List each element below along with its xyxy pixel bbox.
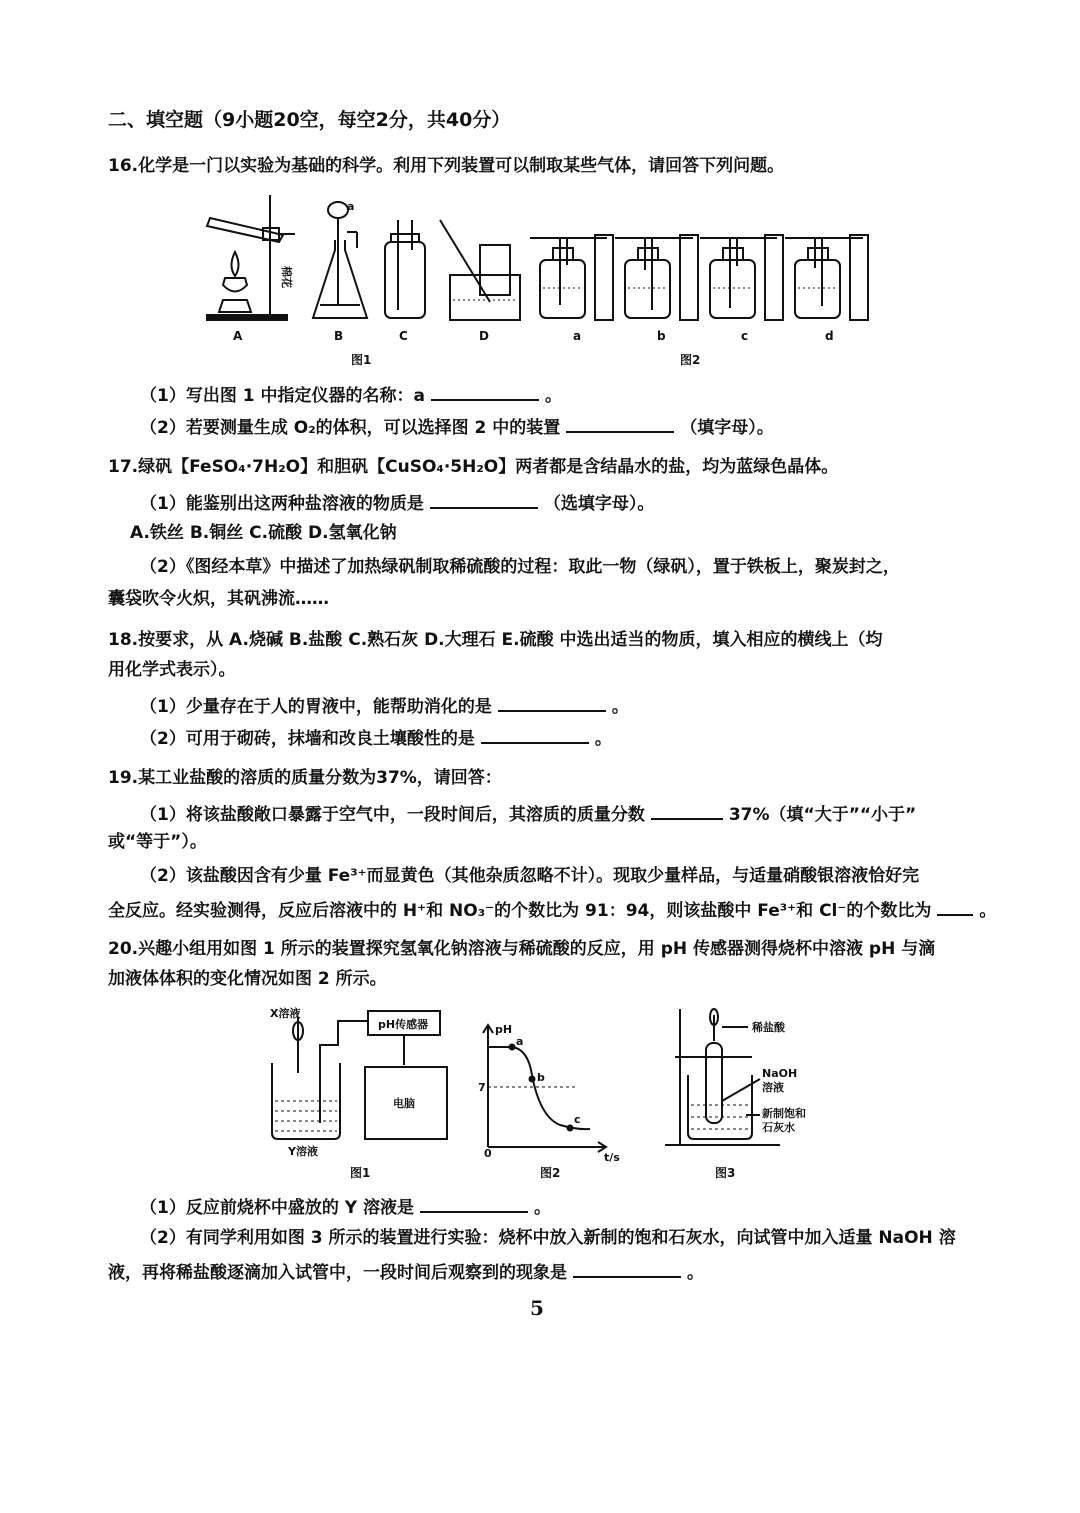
device-c [700,235,783,320]
q16-part2 [140,413,774,440]
fig1-label-C: C [399,329,408,343]
q18-part1-end: 。 [611,697,629,717]
q19-part2-end: 。 [979,901,997,921]
label-ph-axis: pH [495,1023,513,1036]
q17-part1-text: （1）能鉴别出这两种盐溶液的物质是 [140,494,424,514]
q17-part1 [140,489,654,516]
label-point-a: a [516,1035,524,1048]
label-point-c: c [574,1113,581,1126]
label-point-b: b [537,1071,545,1084]
label-time-axis: t/s [604,1151,620,1164]
answer-blank [481,724,589,744]
q19-part1-line2: 或“等于”）。 [108,832,207,852]
q20-stem-line1: 20.兴趣小组用如图 1 所示的装置探究氢氧化钠溶液与稀硫酸的反应，用 pH 传感器测得烧杯中溶液 pH 与滴 [108,939,936,959]
device-d [785,235,868,320]
page-number: 5 [530,1296,544,1320]
conical-flask [313,240,367,318]
label-limewater-1: 新制饱和 [762,1107,806,1120]
fig2-caption: 图2 [680,353,701,367]
q18-stem-line2: 用化学式表示）。 [108,660,236,680]
point-a [509,1044,516,1051]
q19-part2-line1: （2）该盐酸因含有少量 Fe³⁺而显黄色（其他杂质忽略不计）。现取少量样品，与适量硝酸银溶液恰好完 [140,866,920,886]
answer-blank [573,1258,681,1278]
q16-part1 [140,381,562,408]
label-y-solution: Y溶液 [288,1145,318,1158]
label-dilute-hcl: 稀盐酸 [752,1021,785,1034]
label-a-instrument: a [347,200,355,213]
label-ph-sensor: pH传感器 [378,1018,429,1031]
label-seven: 7 [478,1081,486,1094]
collecting-bottle-d [480,245,510,295]
q17-part1-end: （选填字母）。 [543,494,655,514]
flame [232,252,239,276]
q20-part1 [140,1193,551,1220]
section-title: 二、填空题（9小题20空，每空2分，共40分） [108,109,511,131]
q16-part1-text: （1）写出图 1 中指定仪器的名称：a [140,386,425,406]
q20-part2-line2 [108,1258,704,1285]
q19-part1-text: （1）将该盐酸敞口暴露于空气中，一段时间后，其溶质的质量分数 [140,805,645,825]
answer-blank [431,381,539,401]
fig1-label-A: A [233,329,243,343]
q20-fig2-caption: 图2 [540,1166,561,1180]
q20-fig3-caption: 图3 [715,1166,736,1180]
answer-blank [420,1193,528,1213]
q16-part1-end: 。 [544,386,562,406]
answer-blank [937,896,973,916]
fig1-caption: 图1 [351,353,372,367]
device-a [530,235,613,320]
label-x-solution: X溶液 [270,1007,301,1020]
q18-part2-end: 。 [594,729,612,749]
test-tube-a [207,218,283,242]
q20-fig1-caption: 图1 [350,1166,371,1180]
q19-part1-line1 [140,800,916,827]
q19-part1-end: 37%（填“大于”“小于” [728,805,917,825]
label-origin: 0 [484,1147,492,1160]
probe-wire [320,1021,368,1123]
q20-part1-text: （1）反应前烧杯中盛放的 Y 溶液是 [140,1198,414,1218]
q20-stem-line2: 加液体体积的变化情况如图 2 所示。 [108,969,387,989]
q17-options: A.铁丝 B.铜丝 C.硫酸 D.氢氧化钠 [130,523,397,543]
answer-blank [430,489,538,509]
q19-stem: 19.某工业盐酸的溶质的质量分数为37%，请回答： [108,768,502,788]
q17-part2-line2: 囊袋吹令火炽，其矾沸流…… [108,589,329,609]
answer-blank [498,692,606,712]
fig2-label-b: b [657,329,666,343]
q20-part2-text: 液，再将稀盐酸逐滴加入试管中，一段时间后观察到的现象是 [108,1263,567,1283]
q18-stem-line1: 18.按要求，从 A.烧碱 B.盐酸 C.熟石灰 D.大理石 E.硫酸 中选出适当的物质，填入相应的横线上（均 [108,630,883,650]
label-naoh: NaOH [762,1067,798,1080]
label-cotton: 棉花 [280,266,293,288]
q18-part1-text: （1）少量存在于人的胃液中，能帮助消化的是 [140,697,492,717]
q17-stem: 17.绿矾【FeSO₄·7H₂O】和胆矾【CuSO₄·5H₂O】两者都是含结晶水的盐，均为蓝绿色晶体。 [108,457,839,477]
separatory-funnel [328,202,348,218]
stand-base [207,315,287,320]
q19-part2-line2 [108,896,996,923]
label-computer: 电脑 [393,1097,415,1110]
q20-part2-line1: （2）有同学利用如图 3 所示的装置进行实验：烧杯中放入新制的饱和石灰水，向试管中加入适量 NaOH 溶 [140,1228,956,1248]
q18-part1 [140,692,629,719]
fig2-label-d: d [825,329,834,343]
q20-part1-end: 。 [533,1198,551,1218]
fig1-label-D: D [479,329,489,343]
q16-part2-end: （填字母）。 [680,418,774,438]
label-limewater-2: 石灰水 [762,1121,795,1134]
q18-part2-text: （2）可用于砌砖，抹墙和改良土壤酸性的是 [140,729,475,749]
q16-stem: 16.化学是一门以实验为基础的科学。利用下列装置可以制取某些气体，请回答下列问题。 [108,156,785,176]
q18-part2 [140,724,612,751]
fig1-label-B: B [334,329,344,343]
point-c [567,1125,574,1132]
q20-figures [260,1005,820,1185]
q16-part2-text: （2）若要测量生成 O₂的体积，可以选择图 2 中的装置 [140,418,561,438]
point-b [529,1076,536,1083]
q20-part2-end: 。 [687,1263,704,1283]
device-b [615,235,698,320]
fig2-label-c: c [741,329,749,343]
answer-blank [566,413,674,433]
q19-part2-text: 全反应。经实验测得，反应后溶液中的 H⁺和 NO₃⁻的个数比为 91：94，则该盐酸中 Fe³⁺和 Cl⁻的个数比为 [108,901,932,921]
q16-apparatus-figure [195,190,885,370]
q17-part2-line1: （2）《图经本草》中描述了加热绿矾制取稀硫酸的过程：取此一物（绿矾），置于铁板上，聚炭封之， [140,557,900,577]
test-tube-3 [706,1043,722,1123]
label-naoh-solution: 溶液 [762,1081,784,1094]
answer-blank [651,800,723,820]
gas-bottle-c [385,242,425,318]
fig2-label-a: a [573,329,582,343]
alcohol-lamp [223,278,247,292]
